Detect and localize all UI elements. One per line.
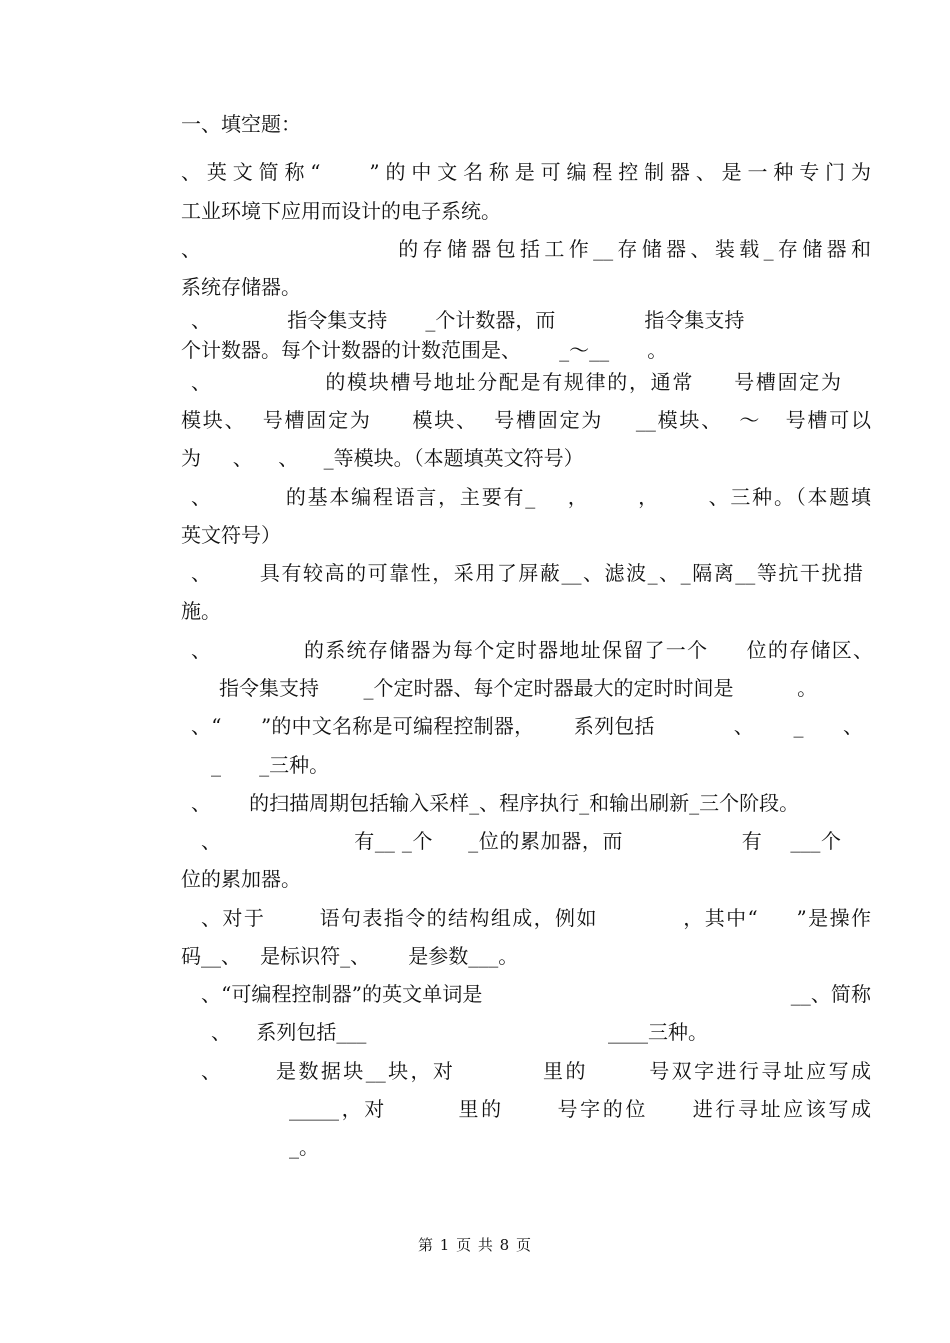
- q1-line-1: 、英文简称“ ”的中文名称是可编程控制器、是一种专门为: [181, 160, 871, 184]
- q12-line-2: 、 系列包括___ ____三种。: [211, 1020, 709, 1044]
- q12-line-1: 、“可编程控制器”的英文单词是 __、简称: [201, 982, 871, 1006]
- q13-line-2: _____，对 里的 号字的位 进行寻址应该写成: [289, 1097, 871, 1121]
- q2-line-1: 、 的存储器包括工作__存储器、装载_存储器和: [181, 237, 871, 261]
- q8-line-2: _ _三种。: [211, 753, 330, 777]
- q9-line-1: 、 的扫描周期包括输入采样_、程序执行_和输出刷新_三个阶段。: [191, 791, 800, 815]
- q8-line-1: 、“ ”的中文名称是可编程控制器， 系列包括 、 _ 、: [191, 714, 863, 738]
- q11-line-1: 、对于 语句表指令的结构组成，例如 ，其中“ ”是操作: [201, 906, 871, 930]
- section-heading: 一、填空题：: [181, 112, 301, 136]
- q7-line-2: 指令集支持 _个定时器、每个定时器最大的定时时间是 。: [219, 676, 818, 700]
- page-footer: 第 1 页 共 8 页: [418, 1236, 532, 1254]
- q10-line-2: 位的累加器。: [181, 867, 301, 891]
- q10-line-1: 、 有__ _个 _位的累加器，而 有 ___个: [201, 829, 841, 853]
- q13-line-1: 、 是数据块__块，对 里的 号双字进行寻址应写成: [201, 1059, 871, 1083]
- q11-line-2: 码__、 是标识符_、 是参数___。: [181, 944, 519, 968]
- q4-line-2: 模块、 号槽固定为 模块、 号槽固定为 __模块、 ～ 号槽可以: [181, 408, 871, 432]
- q4-line-1: 、 的模块槽号地址分配是有规律的，通常 号槽固定为: [191, 370, 841, 394]
- q3-line-1: 、 指令集支持 _个计数器，而 指令集支持: [191, 308, 745, 332]
- q6-line-1: 、 具有较高的可靠性，采用了屏蔽__、滤波_、_隔离__等抗干扰措: [191, 561, 863, 585]
- q13-line-3: _。: [289, 1135, 319, 1159]
- q1-line-2: 工业环境下应用而设计的电子系统。: [181, 199, 501, 223]
- q6-line-2: 施。: [181, 599, 221, 623]
- q2-line-2: 系统存储器。: [181, 275, 301, 299]
- q5-line-2: 英文符号）: [181, 523, 281, 547]
- q5-line-1: 、 的基本编程语言，主要有_ ， ， 、三种。（本题填: [191, 485, 871, 509]
- q7-line-1: 、 的系统存储器为每个定时器地址保留了一个 位的存储区、: [191, 638, 873, 662]
- q3-line-2: 个计数器。每个计数器的计数范围是、 _～__ 。: [181, 338, 668, 362]
- q4-line-3: 为 、 、 _等模块。（本题填英文符号）: [181, 446, 584, 470]
